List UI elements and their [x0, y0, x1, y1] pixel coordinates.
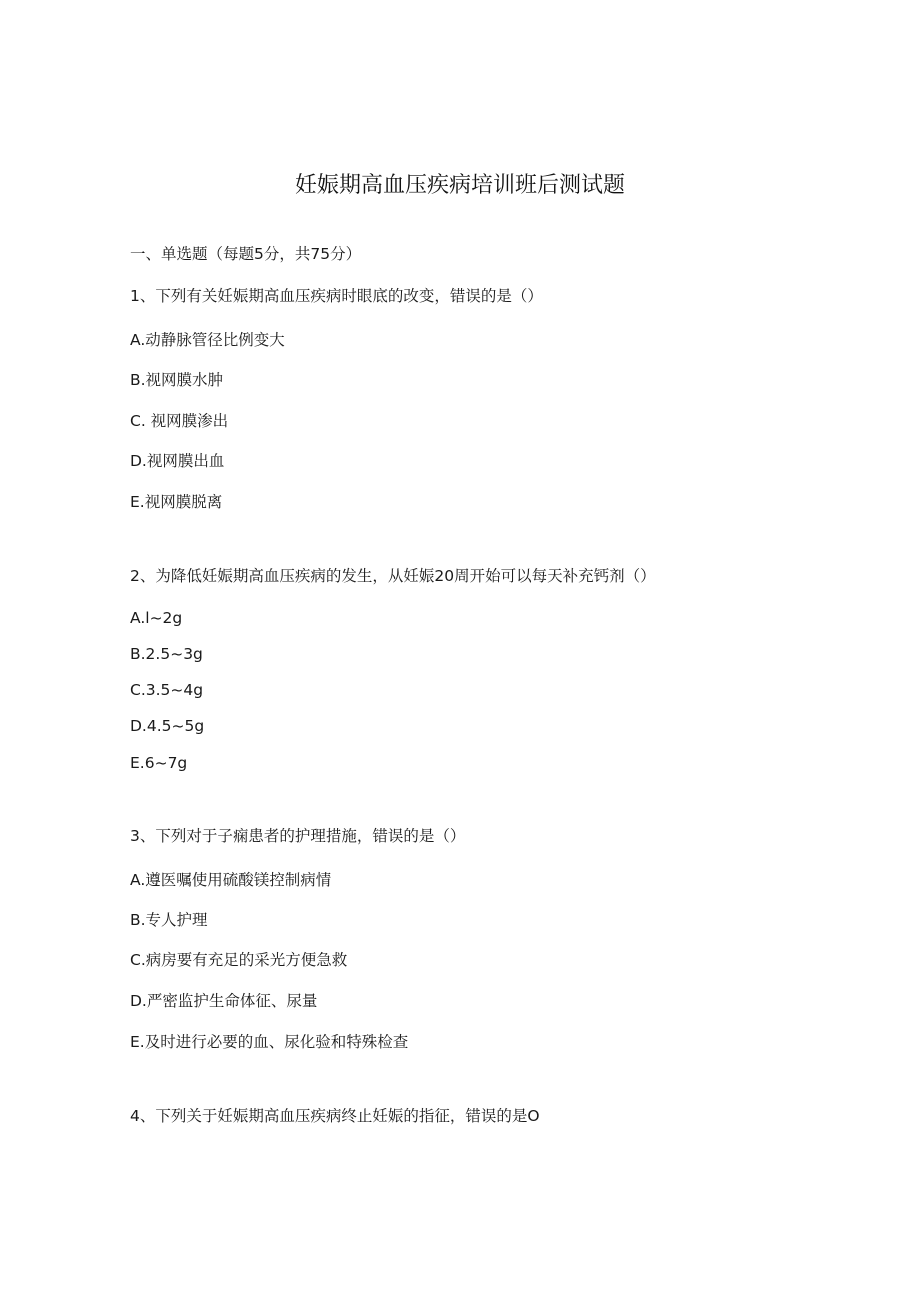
- question-1-option-d: D.视网膜出血: [130, 452, 225, 470]
- question-3-option-b: B.专人护理: [130, 911, 208, 929]
- question-3-stem: 3、下列对于子痫患者的护理措施，错误的是（）: [130, 827, 466, 845]
- question-1-stem: 1、下列有关妊娠期高血压疾病时眼底的改变，错误的是（）: [130, 287, 543, 305]
- question-4-stem: 4、下列关于妊娠期高血压疾病终止妊娠的指征，错误的是O: [130, 1107, 540, 1125]
- question-3-option-e: E.及时进行必要的血、尿化验和特殊检查: [130, 1033, 409, 1051]
- question-1-option-a: A.动静脉管径比例变大: [130, 331, 285, 349]
- question-1-option-e: E.视网膜脱离: [130, 493, 223, 511]
- question-3-option-c: C.病房要有充足的采光方便急救: [130, 951, 348, 969]
- question-2-option-c: C.3.5~4g: [130, 681, 204, 699]
- question-1-option-c: C. 视网膜渗出: [130, 412, 229, 430]
- question-3-option-a: A.遵医嘱使用硫酸镁控制病情: [130, 871, 332, 889]
- section-heading: 一、单选题（每题5分，共75分）: [130, 245, 362, 263]
- question-2-option-e: E.6~7g: [130, 754, 188, 772]
- page-title: 妊娠期高血压疾病培训班后测试题: [294, 173, 625, 198]
- question-2-option-a: A.l~2g: [130, 609, 183, 627]
- question-2-option-d: D.4.5~5g: [130, 717, 205, 735]
- question-2-option-b: B.2.5~3g: [130, 645, 203, 663]
- question-1-option-b: B.视网膜水肿: [130, 371, 224, 389]
- question-2-stem: 2、为降低妊娠期高血压疾病的发生，从妊娠20周开始可以每天补充钙剂（）: [130, 567, 656, 585]
- question-3-option-d: D.严密监护生命体征、尿量: [130, 992, 318, 1010]
